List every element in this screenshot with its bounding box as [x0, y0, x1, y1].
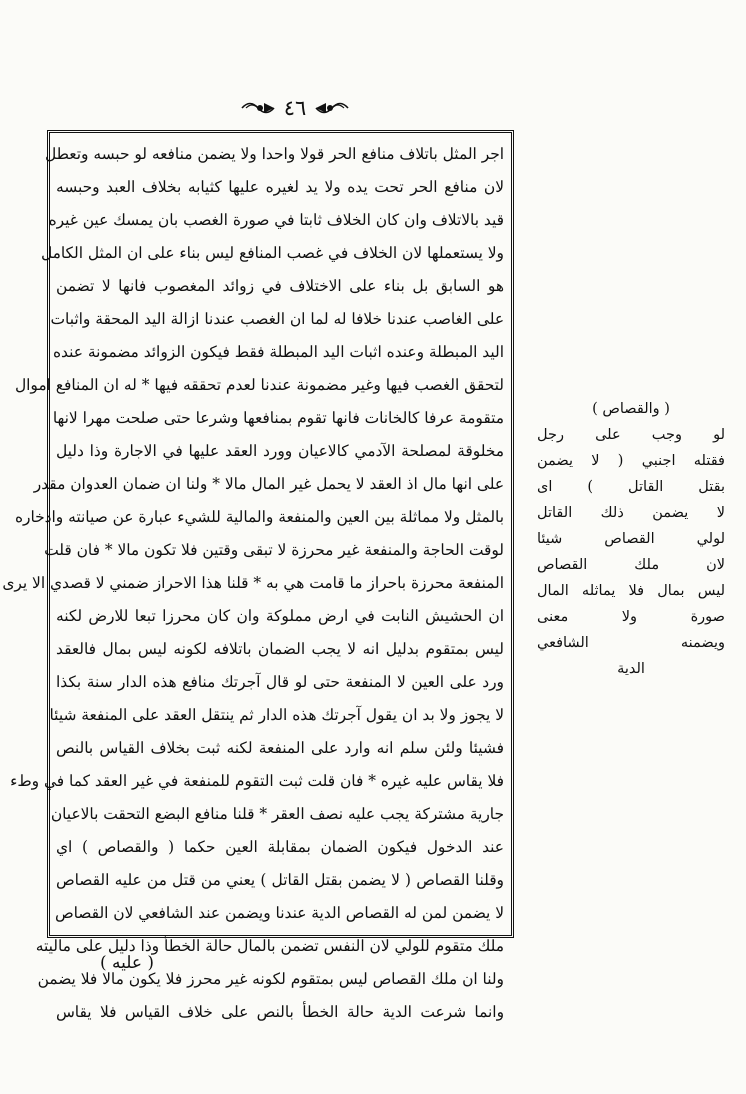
- text-line: عند الدخول فيكون الضمان بمقابلة العين حكما ( والقصاص ) اي: [56, 838, 504, 856]
- text-line: وانما شرعت الدية حالة الخطأ بالنص على خلاف القياس فلا يقاس: [56, 1003, 504, 1021]
- text-line: لا يجوز ولا بد ان يقول آجرتك هذه الدار ثم ينتقل العقد على المنفعة شيئا: [49, 706, 504, 724]
- text-line: جارية مشتركة يجب عليه نصف العقر * قلنا منافع البضع التحقت بالاعيان: [50, 805, 504, 823]
- text-line: اجر المثل باتلاف منافع الحر قولا واحدا ولا يضمن منافعه لو حبسه وتعطل: [45, 145, 504, 163]
- margin-line: لو وجب على رجل: [537, 427, 725, 443]
- margin-line: لان ملك القصاص: [537, 557, 725, 573]
- text-line: مخلوقة لمصلحة الآدمي كالاعيان وورد العقد عليها في الاجارة وذا دليل: [56, 442, 504, 460]
- text-line: فشيئا ولئن سلم انه وارد على المنفعة لكنه ثبت بخلاف القياس بالنص: [56, 739, 504, 757]
- margin-line: لولي القصاص شيئا: [537, 531, 725, 547]
- page-number: ٤٦: [283, 96, 307, 120]
- text-line: ليس بمتقوم بدليل انه لا يجب الضمان باتلافه لكونه ليس بمال فالعقد: [56, 640, 504, 658]
- text-line: هو السابق بل بناء على الاختلاف في زوائد المغصوب فانها لا تضمن: [56, 277, 504, 295]
- margin-line: فقتله اجنبي ( لا يضمن: [537, 453, 725, 469]
- text-line: على الغاصب عندنا خلافا له لما ان الغصب عندنا ازالة اليد المحقة واثبات: [50, 310, 504, 328]
- text-line: اليد المبطلة وعنده اثبات اليد المبطلة فقط فيكون الزوائد مضمونة عنده: [52, 343, 504, 361]
- text-line: قيد بالاتلاف وان كان الخلاف ثابتا في صورة الغصب بان يمسك عين غيره: [48, 211, 504, 229]
- text-line: ولنا ان ملك القصاص ليس بمتقوم لكونه غير محرز فلا يكون مالا فلا يضمن: [37, 970, 504, 988]
- margin-line: لا يضمن ذلك القاتل: [537, 505, 725, 521]
- ornament-left-icon: [312, 97, 350, 119]
- text-line: ملك متقوم للولي لان النفس تضمن بالمال حالة الخطأ وذا دليل على ماليته: [35, 937, 504, 955]
- margin-line: الدية: [617, 661, 645, 677]
- text-line: لان منافع الحر تحت يده ولا يد لغيره عليها كثيابه بخلاف العبد وحبسه: [56, 178, 504, 196]
- page-header: [230, 92, 360, 124]
- text-line: ان الحشيش النابت في ارض مملوكة وان كان محرزا تبعا للارض لكنه: [56, 607, 504, 625]
- main-text-block: [2, 138, 504, 1021]
- text-line: بالمثل ولا مماثلة بين العين والمنفعة والمالية للشيء عبارة عن صيانته وادخاره: [14, 508, 504, 526]
- text-line: ولا يستعملها لان الخلاف في غصب المنافع ليس بناء على ان المثل الكامل: [40, 244, 504, 262]
- text-line: فلا يقاس عليه غيره * فان قلت ثبت التقوم للمنفعة في غير العقد كما في وطء: [10, 772, 504, 790]
- text-line: لتحقق الغصب فيها وغير مضمونة عندنا لعدم تحققه فيها * له ان المنافع اموال: [14, 376, 504, 394]
- text-line: ورد على العين لا المنفعة حتى لو قال آجرتك منافع هذه الدار سنة بكذا: [56, 673, 504, 691]
- margin-line: بقتل القاتل ) اى: [537, 479, 725, 495]
- catchword: ( عليه ): [99, 953, 155, 973]
- text-line: لوقت الحاجة والمنفعة غير محرزة لا تبقى وقتين فلا تكون مالا * فان قلت: [44, 541, 504, 559]
- text-line: لا يضمن لمن له القصاص الدية عندنا ويضمن عند الشافعي لان القصاص: [55, 904, 504, 922]
- text-line: متقومة عرفا كالخانات فانها تقوم بمنافعها وشرعا حتى صلحت مهرا لانها: [52, 409, 504, 427]
- ornament-right-icon: [240, 97, 278, 119]
- text-line: على انها مال اذ العقد لا يحمل غير المال مالا * ولنا ان ضمان العدوان مقدر: [33, 475, 504, 493]
- margin-line: صورة ولا معنى: [537, 609, 725, 625]
- margin-line: ويضمنه الشافعي: [537, 635, 725, 651]
- margin-commentary: [537, 396, 725, 682]
- margin-line: ليس بمال فلا يماثله المال: [537, 583, 725, 599]
- text-line: وقلنا القصاص ( لا يضمن بقتل القاتل ) يعني من قتل من عليه القصاص: [56, 871, 504, 889]
- text-line: المنفعة محرزة باحراز ما قامت هي به * قلنا هذا الاحراز ضمني لا قصدي الا يرى: [2, 574, 504, 592]
- margin-line: ( والقصاص ): [592, 401, 670, 417]
